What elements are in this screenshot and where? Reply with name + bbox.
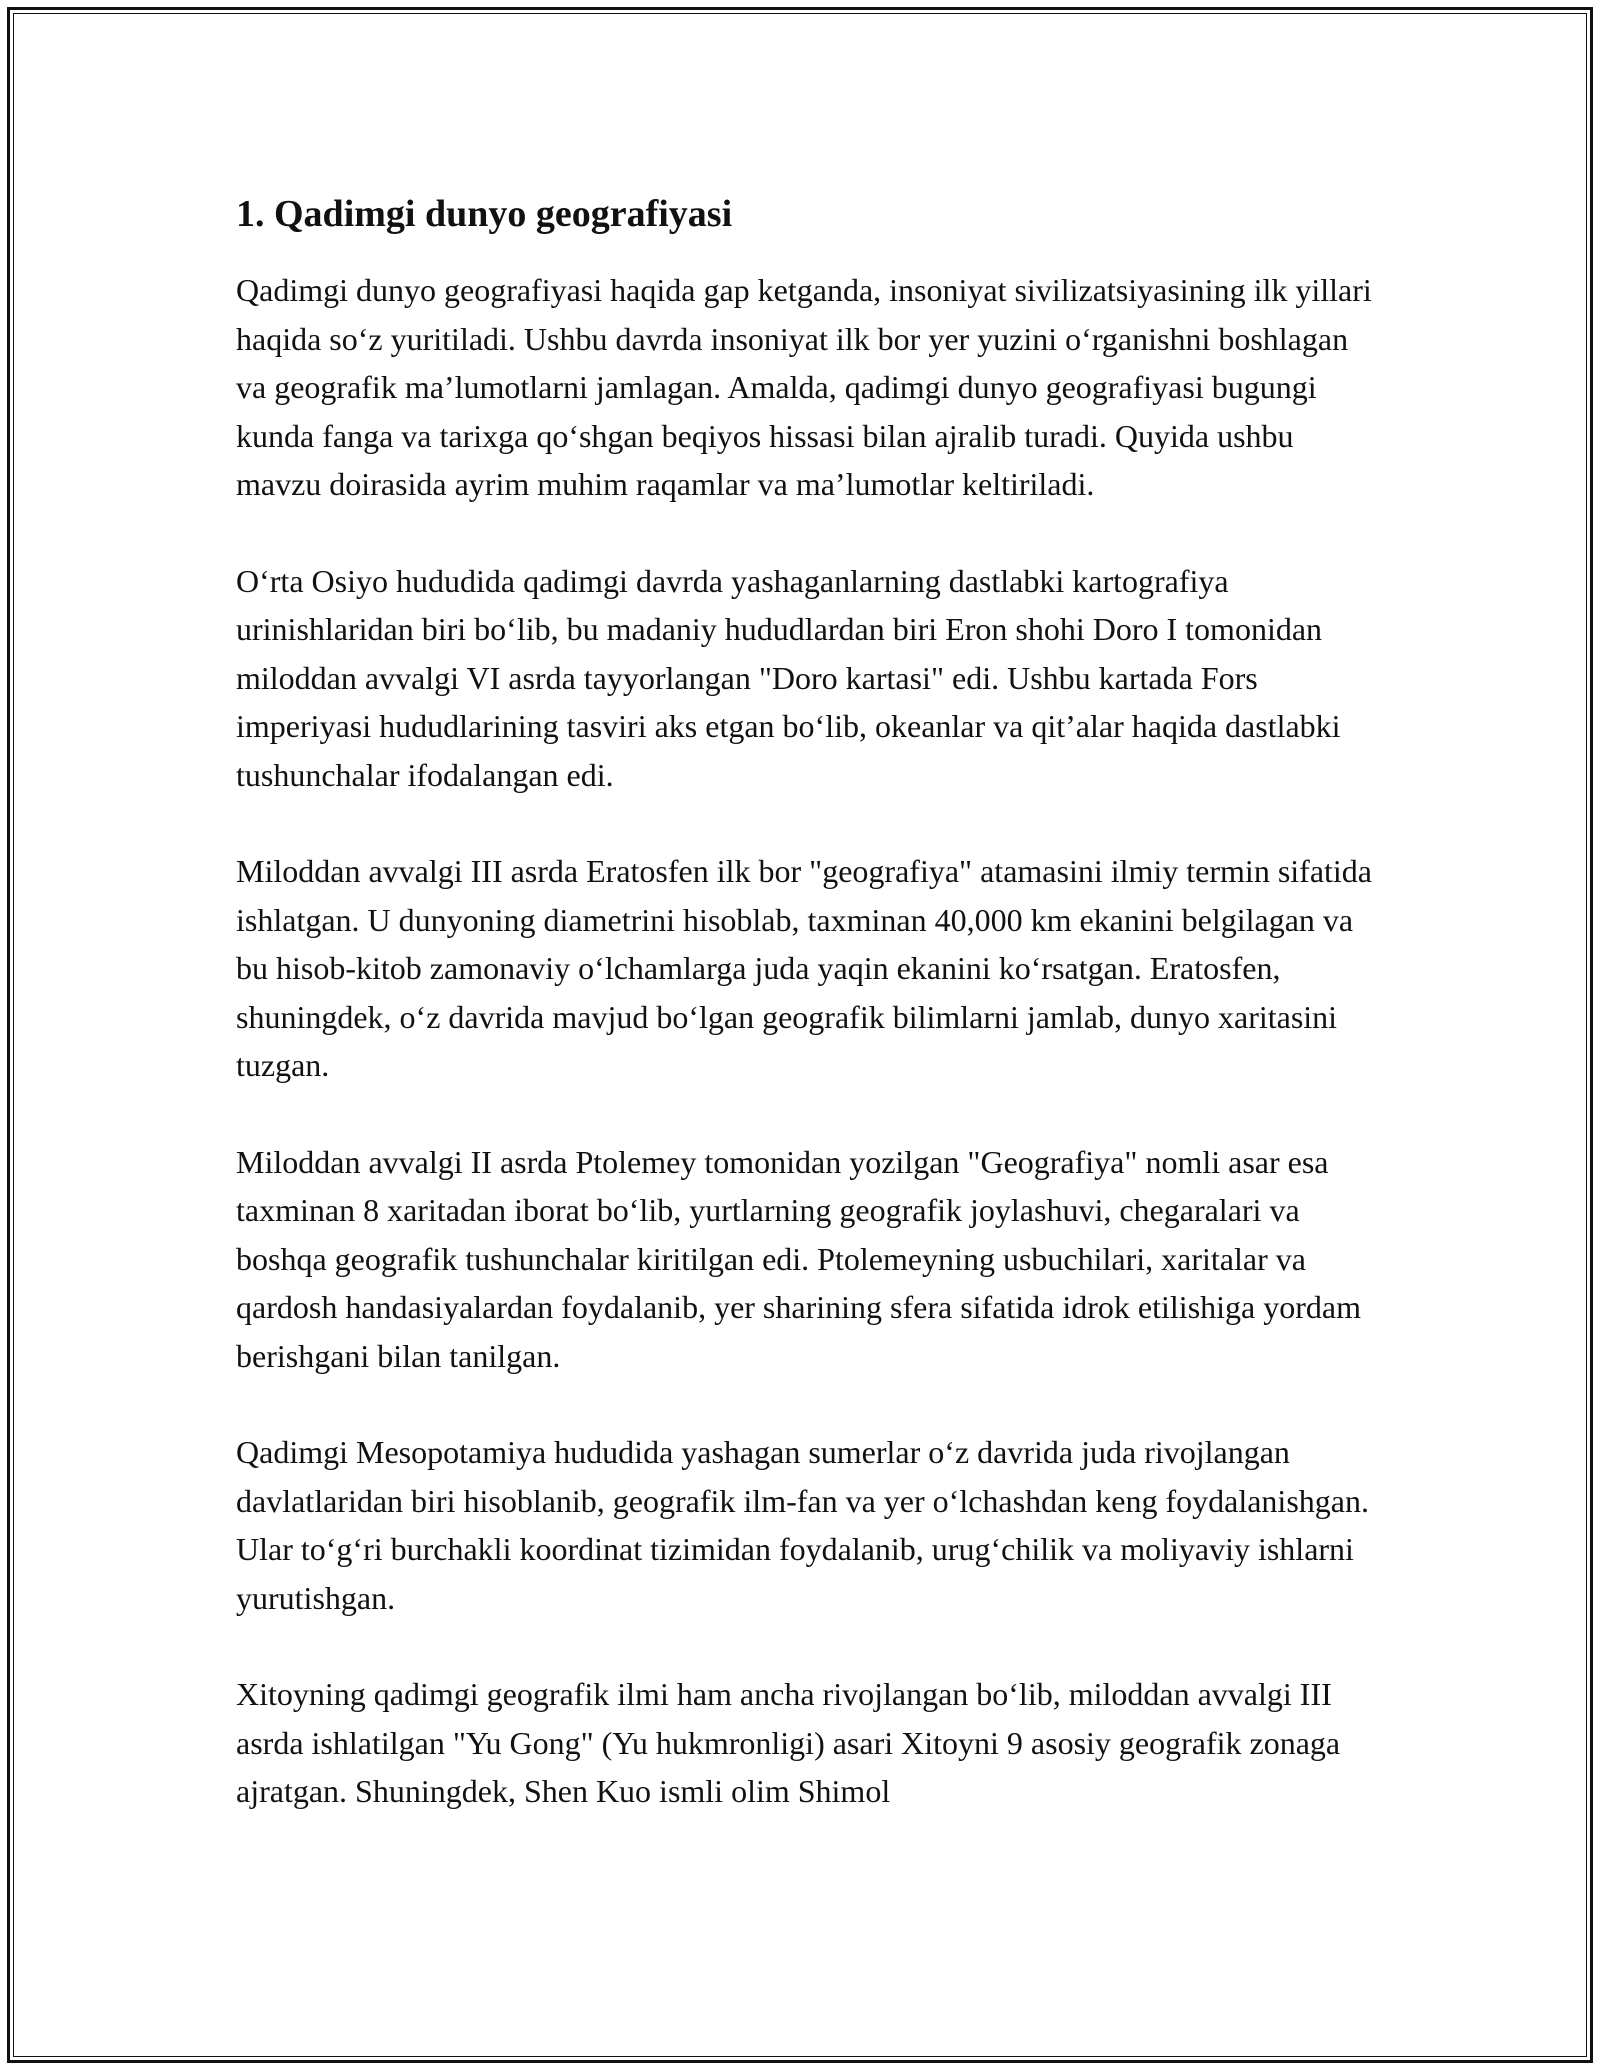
paragraph-ptolemy: Miloddan avvalgi II asrda Ptolemey tomonidan yozilgan "Geografiya" nomli asar esa taxminan 8 xaritadan iborat bo‘lib, yurtlarning geografik joylashuvi, chegaralari va boshqa geografik tushunchalar kiritilgan edi. Ptolemeyning usbuchilari, xaritalar va qardosh handasiyalardan foydalanib, yer sharining sfera sifatida idrok etilishiga yordam berishgani bilan tanilgan. [236, 1143, 1361, 1374]
paragraph-eratosthenes: Miloddan avvalgi III asrda Eratosfen ilk bor "geografiya" atamasini ilmiy termin sifatida ishlatgan. U dunyoning diametrini hisoblab, taxminan 40,000 km ekanini belgilagan va bu hisob-kitob zamonaviy o‘lchamlarga juda yaqin ekanini ko‘rsatgan. Eratosfen, shuningdek, o‘z davrida mavjud bo‘lgan geografik bilimlarni jamlab, dunyo xaritasini tuzgan. [236, 853, 1372, 1083]
paragraph-china: Xitoyning qadimgi geografik ilmi ham ancha rivojlangan bo‘lib, miloddan avvalgi III asrda ishlatilgan "Yu Gong" (Yu hukmronligi) asari Xitoyni 9 asosiy geografik zonaga ajratgan. Shuningdek, Shen Kuo ismli olim Shimol [236, 1676, 1341, 1809]
paragraph-central-asia: O‘rta Osiyo hududida qadimgi davrda yashaganlarning dastlabki kartografiya urinishlaridan biri bo‘lib, bu madaniy hududlardan biri Eron shohi Doro I tomonidan miloddan avvalgi VI asrda tayyorlangan "Doro kartasi" edi. Ushbu kartada Fors imperiyasi hududlarining tasviri aks etgan bo‘lib, okeanlar va qit’alar haqida dastlabki tushunchalar ifodalangan edi. [236, 562, 1341, 793]
paragraph-intro: Qadimgi dunyo geografiyasi haqida gap ketganda, insoniyat sivilizatsiyasining ilk yillari haqida so‘z yuritiladi. Ushbu davrda insoniyat ilk bor yer yuzini o‘rganishni boshlagan va geografik ma’lumotlarni jamlagan. Amalda, qadimgi dunyo geografiyasi bugungi kunda fanga va tarixga qo‘shgan beqiyos hissasi bilan ajralib turadi. Quyida ushbu mavzu doirasida ayrim muhim raqamlar va ma’lumotlar keltiriladi. [236, 272, 1372, 502]
document-body [236, 188, 1376, 1816]
paragraph-mesopotamia: Qadimgi Mesopotamiya hududida yashagan sumerlar o‘z davrida juda rivojlangan davlatlaridan biri hisoblanib, geografik ilm-fan va yer o‘lchashdan keng foydalanishgan. Ular to‘g‘ri burchakli koordinat tizimidan foydalanib, urug‘chilik va moliyaviy ishlarni yurutishgan. [236, 1434, 1369, 1616]
section-heading: 1. Qadimgi dunyo geografiyasi [236, 193, 733, 235]
